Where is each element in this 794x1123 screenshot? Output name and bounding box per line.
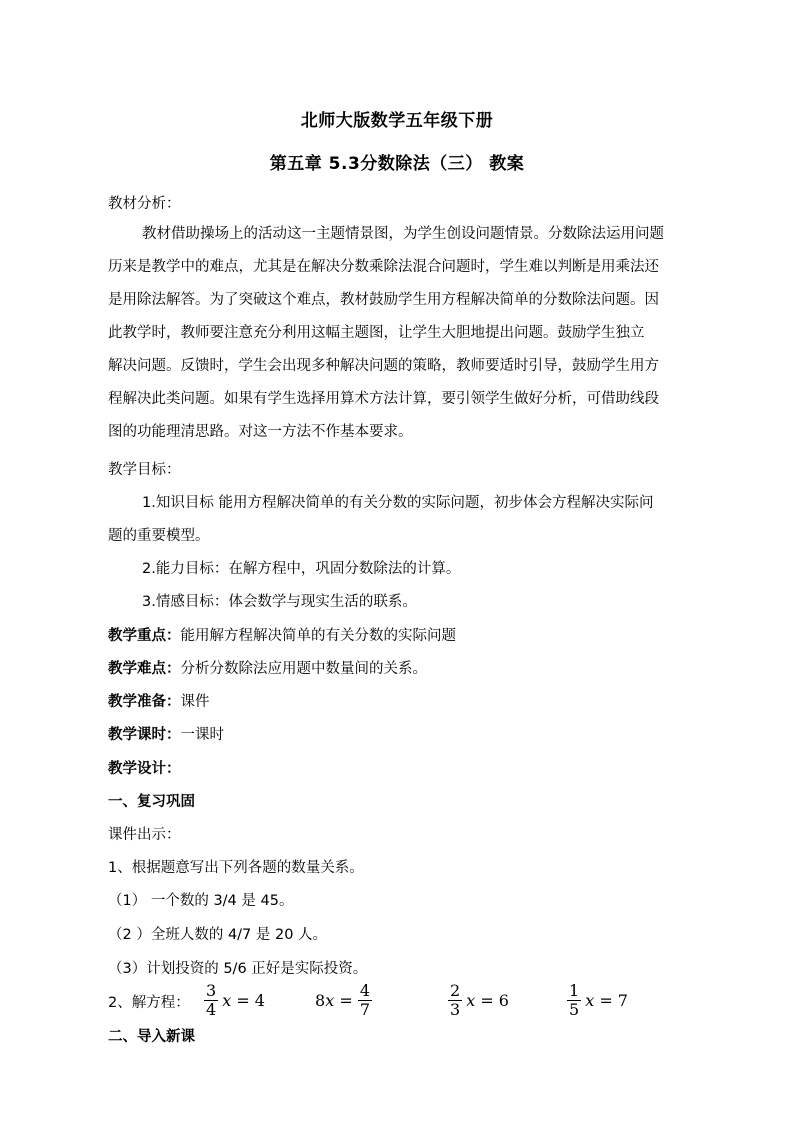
hours-text: 一课时 [180, 727, 224, 743]
courseware-label: 课件出示： [108, 827, 181, 843]
analysis-line: 解决问题。反馈时，学生会出现多种解决问题的策略，教师要适时引导，鼓励学生用方 [108, 358, 659, 374]
question-2-label: 2、解方程： [108, 995, 190, 1011]
key-point-row [108, 624, 456, 645]
prep-row [108, 690, 210, 711]
question-1b: （2 ）全班人数的 4/7 是 20 人。 [108, 927, 328, 943]
prep-text: 课件 [180, 694, 210, 710]
hours-label: 教学课时： [108, 727, 181, 743]
design-label: 教学设计： [108, 761, 181, 777]
hours-row [108, 723, 224, 744]
prep-label: 教学准备： [108, 694, 181, 710]
analysis-line: 图的功能理清思路。对这一方法不作基本要求。 [108, 424, 413, 440]
equation-2: 8 x = $\frac{4}{7}$ [315, 981, 370, 1019]
fraction: $\frac{3}{4}$ [206, 981, 217, 1019]
equation-1: $\frac{3}{4}$ x = 4 [206, 981, 265, 1019]
question-1a: （1） 一个数的 3/4 是 45。 [108, 893, 294, 909]
fraction: $\frac{2}{3}$ [450, 981, 461, 1019]
analysis-line: 教材借助操场上的活动这一主题情景图，为学生创设问题情景。分数除法运用问题 [142, 226, 664, 242]
section-2-heading: 二、导入新课 [108, 1029, 195, 1045]
analysis-line: 此教学时，教师要注意充分利用这幅主题图，让学生大胆地提出问题。鼓励学生独立 [108, 325, 645, 341]
question-1c: （3）计划投资的 5/6 正好是实际投资。 [108, 961, 368, 977]
analysis-label: 教材分析： [108, 196, 181, 212]
goal-1-line-2: 题的重要模型。 [108, 528, 210, 544]
analysis-line: 是用除法解答。为了突破这个难点，教材鼓励学生用方程解决简单的分数除法问题。因 [108, 292, 659, 308]
key-point-text: 能用解方程解决简单的有关分数的实际问题 [180, 628, 456, 644]
equation-3: $\frac{2}{3}$ x = 6 [450, 981, 509, 1019]
document-title: 北师大版数学五年级下册 [300, 111, 494, 131]
goals-label: 教学目标： [108, 462, 181, 478]
analysis-paragraph [108, 218, 708, 449]
difficulty-label: 教学难点： [108, 661, 181, 677]
goal-3: 3.情感目标：体会数学与现实生活的联系。 [142, 594, 417, 610]
question-1: 1、根据题意写出下列各题的数量关系。 [108, 860, 364, 876]
fraction: $\frac{4}{7}$ [359, 981, 370, 1019]
analysis-line: 历来是教学中的难点，尤其是在解决分数乘除法混合问题时，学生难以判断是用乘法还 [108, 259, 659, 275]
fraction: $\frac{1}{5}$ [569, 981, 580, 1019]
section-1-heading: 一、复习巩固 [108, 794, 195, 810]
key-point-label: 教学重点： [108, 628, 181, 644]
difficulty-text: 分析分数除法应用题中数量间的关系。 [180, 661, 427, 677]
analysis-line: 程解决此类问题。如果有学生选择用算术方法计算，要引领学生做好分析，可借助线段 [108, 391, 659, 407]
goal-2: 2.能力目标：在解方程中，巩固分数除法的计算。 [142, 561, 461, 577]
equation-4: $\frac{1}{5}$ x = 7 [569, 981, 628, 1019]
document-subtitle: 第五章 5.3分数除法（三） 教案 [269, 154, 525, 174]
difficulty-row [108, 657, 427, 678]
goal-1-line-1: 1.知识目标 能用方程解决简单的有关分数的实际问题，初步体会方程解决实际问 [142, 495, 654, 511]
